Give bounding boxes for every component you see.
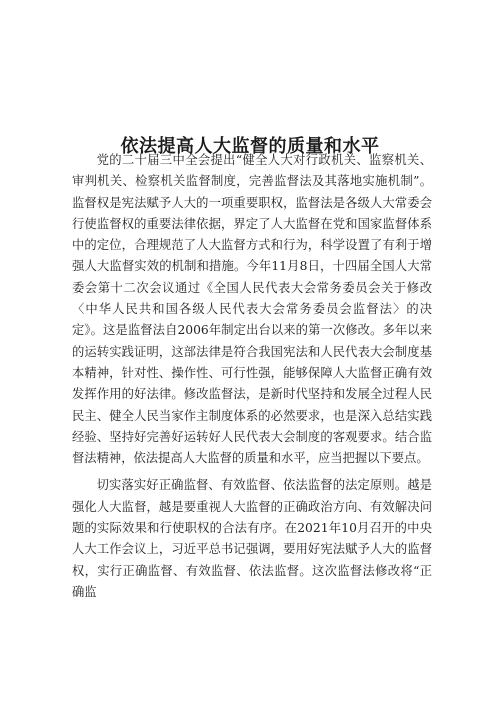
- paragraph-2: 切实落实好正确监督、有效监督、依法监督的法定原则。越是强化人大监督，越是要重视人大监督的正确政治方向、有效解决问题的实际效果和行使职权的合法有序。在2021年10月召开的中央人大工作会议上，习近平总书记强调，要用好宪法赋予人大的监督权，实行正确监督、有效监督、依法监督。这次监督法修改将“正确监: [72, 478, 432, 599]
- paragraph-1: 党的二十届三中全会提出“健全人大对行政机关、监察机关、审判机关、检察机关监督制度，完善监督法及其落地实施机制”。监督权是宪法赋予人大的一项重要职权，监督法是各级人大常委会行使监督权的重要法律依据，界定了人大监督在党和国家监督体系中的定位，合理规范了人大监督方式和行为，科学设置了有利于增强人大监督实效的机制和措施。今年11月8日，十四届全国人大常委会第十二次会议通过《全国人民代表大会常务委员会关于修改〈中华人民共和国各级人民代表大会常务委员会监督法〉的决定》。这是监督法自2006年制定出台以来的第一次修改。多年以来的运转实践证明，这部法律是符合我国宪法和人民代表大会制度基本精神，针对性、操作性、可行性强，能够保障人大监督正确有效发挥作用的好法律。修改监督法，是新时代坚持和发展全过程人民民主、健全人民当家作主制度体系的必然要求，也是深入总结实践经验、坚持好完善好运转好人民代表大会制度的客观要求。结合监督法精神，依法提高人大监督的质量和水平，应当把握以下要点。: [72, 153, 432, 466]
- document-title: 依法提高人大监督的质量和水平: [120, 136, 380, 158]
- document-body: [72, 150, 432, 609]
